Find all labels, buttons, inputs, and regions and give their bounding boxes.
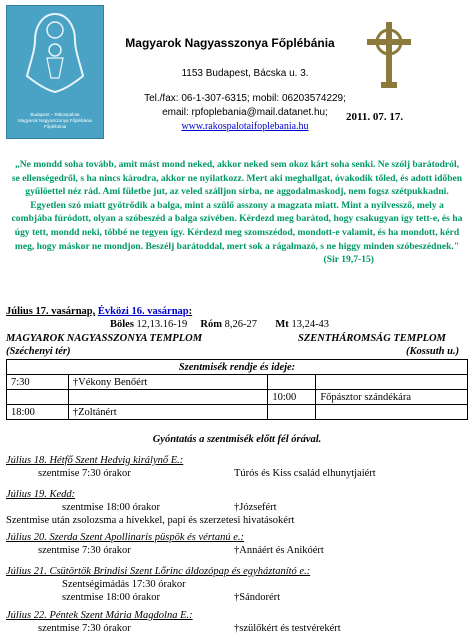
church-right-location: (Kossuth u.)	[406, 346, 460, 357]
table-row	[7, 375, 468, 390]
day-intention: †Annáért és Anikóért	[234, 545, 324, 556]
sunday-feast: Évközi 16. vasárnap	[97, 306, 189, 317]
day-mass: szentmise 18:00 órakor	[62, 502, 160, 513]
readings	[110, 319, 329, 330]
day-title: Július 19. Kedd:	[6, 489, 76, 500]
celtic-cross-icon	[367, 22, 411, 88]
church-left: MAGYAROK NAGYASSZONYA TEMPLOM	[6, 333, 203, 344]
reading-book: Böles	[110, 319, 134, 330]
bulletin-date: 2011. 07. 17.	[346, 111, 404, 123]
church-left-location: (Széchenyi tér)	[6, 346, 71, 357]
quote-source: (Sir 19,7-15)	[323, 254, 374, 266]
day-intention: †Sándorért	[234, 592, 281, 603]
parish-logo	[6, 5, 104, 139]
table-header-row	[7, 360, 468, 375]
madonna-icon	[7, 6, 103, 106]
website-link[interactable]: www.rakospalotaifoplebania.hu	[181, 121, 309, 132]
address: 1153 Budapest, Bácska u. 3.	[181, 68, 309, 79]
scripture-quote	[10, 158, 464, 267]
day-mass: szentmise 7:30 órakor	[38, 468, 131, 479]
intention-left: †Vékony Benőért	[68, 375, 267, 390]
time-left: 18:00	[7, 405, 69, 420]
day-mass: szentmise 7:30 órakor	[38, 545, 131, 556]
logo-caption-1: Budapest – Rákospalota	[30, 112, 80, 117]
time-right	[268, 405, 316, 420]
quote-text: „Ne mondd soha tovább, amit mást mond neked, akkor neked sem okoz kárt soha senki. Ne szólj barátodról, se ellenségedről, s ha nincs károdra, akkor ne nyilatkozz. Mert aki meghallgat, óvakodik tőled, és adott időben gyűlöettel néz rád. Ami fületbe jut, az veled szálljon sírba, ne aggodalmaskodj, nem fogsz szétpukkadni. Egyetlen szó miatt gyötrődik a balga, mint a szülő asszony a magzata miatt. Mint a nyílvessző, mely a combjába fúródott, olyan a szóbeszéd a balga szívében. Kérdezd meg barátod, hogy csakugyan így tett-e, és ha úgy tett, mondd neki, többé ne tegyen így. Kérdezd meg szomszédod, mondott-e valamit, és ha mondott, kérd meg, hogy máskor ne mondjon. Beszélj barátoddal, mert sok a rágalmazó, s ne higgy minden szóbeszédnek."	[11, 159, 463, 252]
time-right	[268, 375, 316, 390]
day-intention: Túrós és Kiss család elhunytjaiért	[234, 468, 376, 479]
reading-ref: 13,24-43	[291, 319, 330, 330]
time-left: 7:30	[7, 375, 69, 390]
intention-right	[316, 405, 468, 420]
reading-ref: 12,13.16-19	[136, 319, 188, 330]
table-row	[7, 390, 468, 405]
intention-right	[316, 375, 468, 390]
phone-fax: Tel./fax: 06-1-307-6315; mobil: 06203574229;	[144, 93, 346, 104]
day-intention: †szülőkért és testvérekért	[234, 623, 341, 634]
day-title: Július 22. Péntek Szent Mária Magdolna E.:	[6, 610, 193, 621]
day-title: Július 18. Hétfő Szent Hedvig királynő E.:	[6, 455, 184, 466]
day-title: Július 20. Szerda Szent Apollinaris püspök és vértanú e.:	[6, 532, 244, 543]
org-name: Magyarok Nagyasszonya Főplébánia	[125, 36, 335, 50]
mass-schedule-table	[6, 359, 468, 420]
confession-note: Gyóntatás a szentmisék előtt fél órával.	[152, 434, 322, 445]
reading-book: Mt	[275, 319, 289, 330]
time-right: 10:00	[268, 390, 316, 405]
day-mass: Szentségimádás 17:30 órakor	[62, 579, 186, 590]
intention-left	[68, 390, 267, 405]
sunday-heading	[6, 306, 192, 317]
time-left	[7, 390, 69, 405]
intention-right: Főpásztor szándékára	[316, 390, 468, 405]
table-header: Szentmisék rendje és ideje:	[7, 360, 468, 375]
day-note: Szentmise után zsolozsma a hívekkel, papi és szerzetesi hivatásokért	[6, 515, 295, 526]
sunday-date: Július 17. vasárnap,	[6, 306, 96, 317]
reading-ref: 8,26-27	[224, 319, 258, 330]
day-title: Július 21. Csütörtök Brindisi Szent Lőrinc áldozópap és egyháztanító e.:	[6, 566, 311, 577]
table-row	[7, 405, 468, 420]
sunday-colon: :	[188, 306, 193, 317]
day-mass: szentmise 7:30 órakor	[38, 623, 131, 634]
day-mass: szentmise 18:00 órakor	[62, 592, 160, 603]
logo-caption-3: Főplébánia	[43, 124, 67, 129]
email: email: rpfoplebania@mail.datanet.hu;	[162, 107, 328, 118]
reading-book: Róm	[200, 319, 223, 330]
church-right: SZENTHÁROMSÁG TEMPLOM	[298, 333, 446, 344]
day-intention: †Józsefért	[234, 502, 277, 513]
logo-caption-2: Magyarok Nagyasszonya Főplébánia	[17, 118, 93, 123]
intention-left: †Zoltánért	[68, 405, 267, 420]
